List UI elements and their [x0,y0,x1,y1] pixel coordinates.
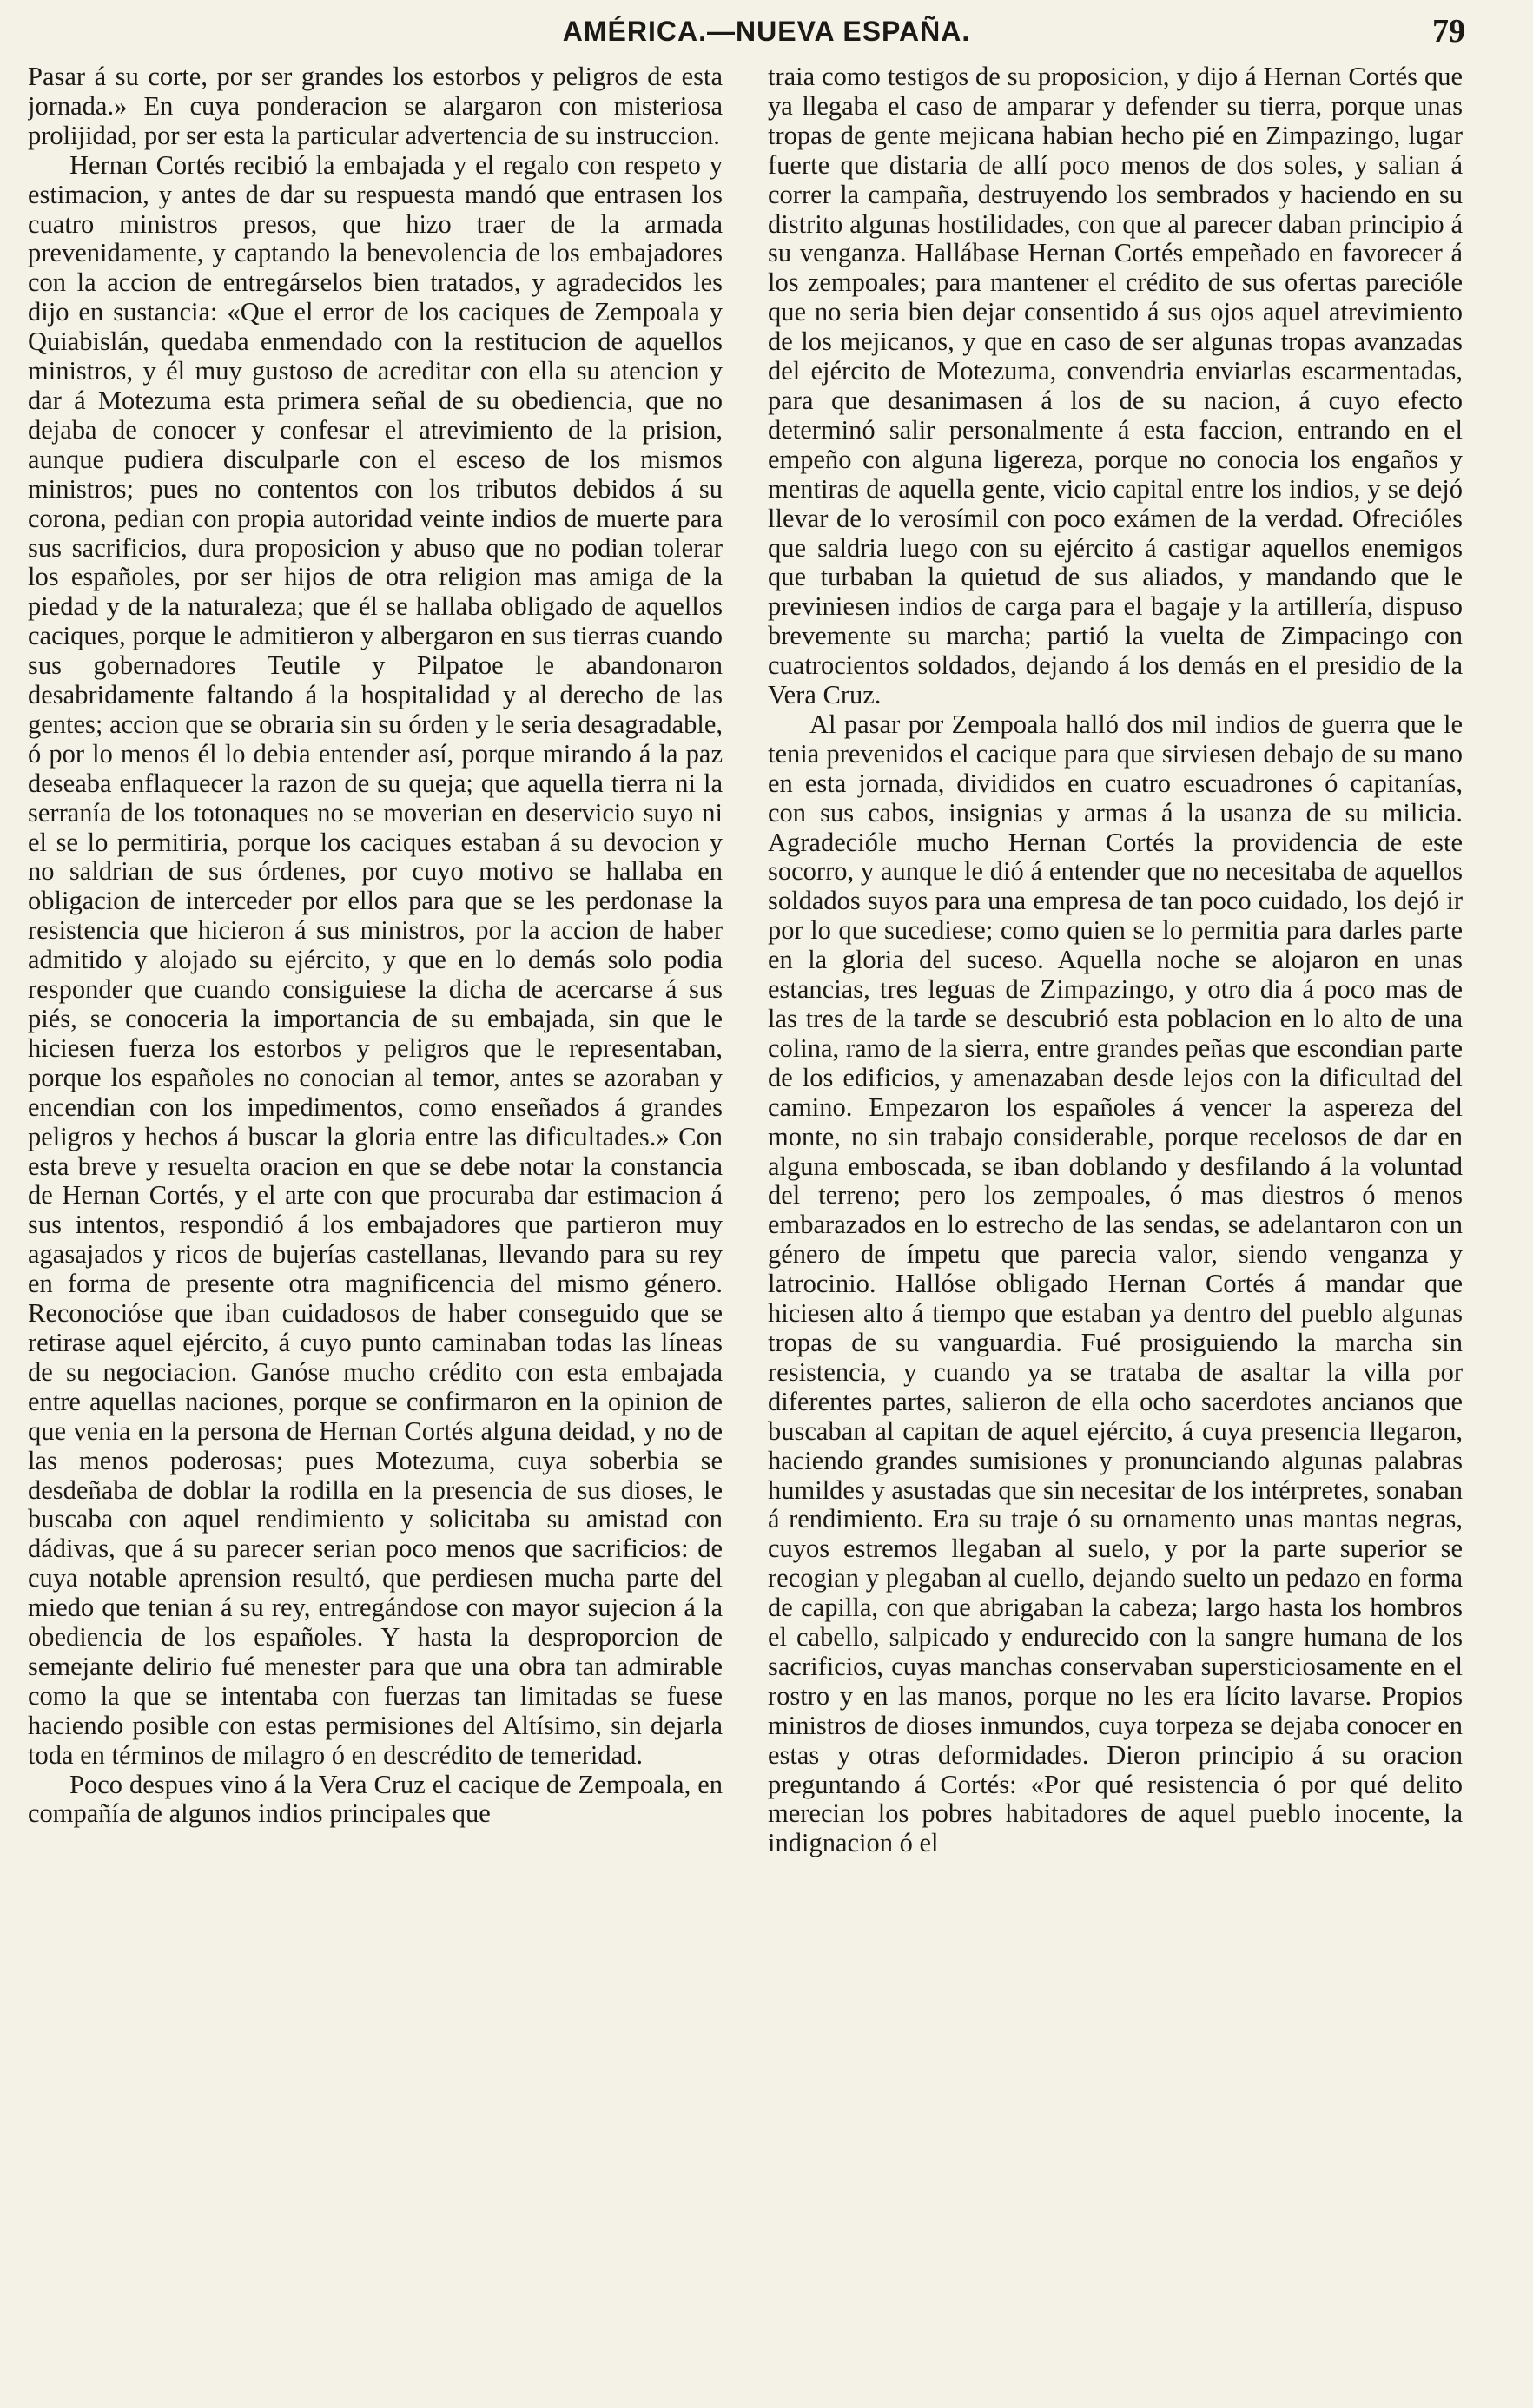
running-title: AMÉRICA.—NUEVA ESPAÑA. [562,16,971,47]
right-column [768,63,1463,2398]
paragraph: Pasar á su corte, por ser grandes los estorbos y peligros de esta jornada.» En cuya ponderacion se alargaron con misteriosa prolijidad, por ser esta la particular advertencia de su instruccion. [28,63,723,150]
text-columns [28,63,1500,2398]
paragraph: Hernan Cortés recibió la embajada y el regalo con respeto y estimacion, y antes de dar su respuesta mandó que entrasen los cuatro ministros presos, que hizo traer de la armada prevenidamente, y captando la benevolencia de los embajadores con la accion de entregárselos bien tratados, y agradecidos les dijo en sustancia: «Que el error de los caciques de Zempoala y Quiabislán, quedaba enmendado con la restitucion de aquellos ministros, y él muy gustoso de acreditar con ella su atencion y dar á Motezuma esta primera señal de su obediencia, que no dejaba de conocer y confesar el atrevimiento de la prision, aunque pudiera disculparle con el esceso de los mismos ministros; pues no contentos con los tributos debidos á su corona, pedian con propia autoridad veinte indios de muerte para sus sacrificios, dura proposicion y abuso que no podian tolerar los españoles, por ser hijos de otra religion mas amiga de la piedad y de la naturaleza; que él se hallaba obligado de aquellos caciques, porque le admitieron y albergaron en sus tierras cuando sus gobernadores Teutile y Pilpatoe le abandonaron desabridamente faltando á la hospitalidad y al derecho de las gentes; accion que se obraria sin su órden y le seria desagradable, ó por lo menos él lo debia entender así, porque mirando á la paz deseaba enflaquecer la razon de su queja; que aquella tierra ni la serranía de los totonaques no se moverian en deservicio suyo ni el se lo permitiria, porque los caciques estaban á su devocion y no saldrian de sus órdenes, por cuyo motivo se hallaba en obligacion de interceder por ellos para que se les perdonase la resistencia que hicieron á sus ministros, por la accion de haber admitido y alojado su ejército, y que en lo demás solo podia responder que cuando consiguiese la dicha de acercarse á sus piés, se conoceria la importancia de su embajada, sin que le hiciesen fuerza los estorbos y peligros que le representaban, porque los españoles no conocian al temor, antes se azoraban y encendian con los impedimentos, como enseñados á grandes peligros y hechos á buscar la gloria entre las dificultades.» Con esta breve y resuelta oracion en que se debe notar la constancia de Hernan Cortés, y el arte con que procuraba dar estimacion á sus intentos, respondió á los embajadores que partieron muy agasajados y ricos de bujerías castellanas, llevando para su rey en forma de presente otra magnificencia del mismo género. Reconocióse que iban cuidadosos de haber conseguido que se retirase aquel ejército, á cuyo punto caminaban todas las líneas de su negociacion. Ganóse mucho crédito con esta embajada entre aquellas naciones, porque se confirmaron en la opinion de que venia en la persona de Hernan Cortés alguna deidad, y no de las menos poderosas; pues Motezuma, cuya soberbia se desdeñaba de doblar la rodilla en la presencia de sus dioses, le buscaba con aquel rendimiento y solicitaba su amistad con dádivas, que á su parecer serian poco menos que sacrificios: de cuya notable aprension resultó, que perdiesen mucha parte del miedo que tenian á su rey, entregándose con mayor sujecion á la obediencia de los españoles. Y hasta la desproporcion de semejante delirio fué menester para que una obra tan admirable como la que se intentaba con fuerzas tan limitadas se fuese haciendo posible con estas permisiones del Altísimo, sin dejarla toda en términos de milagro ó en descrédito de temeridad. [28,149,723,1770]
page-number: 79 [1432,13,1465,49]
paragraph: Al pasar por Zempoala halló dos mil indios de guerra que le tenia prevenidos el cacique para que sirviesen debajo de su mano en esta jornada, divididos en cuatro escuadrones ó capitanías, con sus cabos, insignias y armas á la usanza de su milicia. Agradecióle mucho Hernan Cortés la providencia de este socorro, y aunque le dió á entender que no necesitaba de aquellos soldados suyos para una empresa de tan poco cuidado, los dejó ir por lo que sucediese; como quien se lo permitia para darles parte en la gloria del suceso. Aquella noche se alojaron en unas estancias, tres leguas de Zimpazingo, y otro dia á poco mas de las tres de la tarde se descubrió esta poblacion en lo alto de una colina, ramo de la sierra, entre grandes peñas que escondian parte de los edificios, y amenazaban desde lejos con la dificultad del camino. Empezaron los españoles á vencer la aspereza del monte, no sin trabajo considerable, porque recelosos de dar en alguna emboscada, se iban doblando y desfilando á la voluntad del terreno; pero los zempoales, ó mas diestros ó menos embarazados en lo estrecho de las sendas, se adelantaron con un género de ímpetu que parecia valor, siendo venganza y latrocinio. Hallóse obligado Hernan Cortés á mandar que hiciesen alto á tiempo que estaban ya dentro del pueblo algunas tropas de su vanguardia. Fué prosiguiendo la marcha sin resistencia, y cuando ya se trataba de asaltar la villa por diferentes partes, salieron de ella ocho sacerdotes ancianos que buscaban al capitan de aquel ejército, á cuya presencia llegaron, haciendo grandes sumisiones y pronunciando algunas palabras humildes y asustadas que sin necesitar de los intérpretes, sonaban á rendimiento. Era su traje ó su ornamento unas mantas negras, cuyos estremos llegaban al suelo, y por la parte superior se recogian y plegaban al cuello, dejando suelto un pedazo en forma de capilla, con que abrigaban la cabeza; largo hasta los hombros el cabello, salpicado y endurecido con la sangre humana de los sacrificios, cuyas manchas conservaban supersticiosamente en el rostro y en las manos, porque no les era lícito lavarse. Propios ministros de dioses inmundos, cuya torpeza se dejaba conocer en estas y otras deformidades. Dieron principio á su oracion preguntando á Cortés: «Por qué resistencia ó por qué delito merecian los pobres habitadores de aquel pueblo inocente, la indignacion ó el [768,709,1463,1858]
left-column [28,63,723,2398]
paragraph: traia como testigos de su proposicion, y dijo á Hernan Cortés que ya llegaba el caso de amparar y defender su tierra, porque unas tropas de gente mejicana habian hecho pié en Zimpazingo, lugar fuerte que distaria de allí poco menos de dos soles, y salian á correr la campaña, destruyendo los sembrados y haciendo en su distrito algunas hostilidades, con que al parecer daban principio á su venganza. Hallábase Hernan Cortés empeñado en favorecer á los zempoales; para mantener el crédito de sus ofertas parecióle que no seria bien dejar consentido á sus ojos aquel atrevimiento de los mejicanos, y que en caso de ser algunas tropas avanzadas del ejército de Motezuma, convendria enviarlas escarmentadas, para que desanimasen á los de su nacion, á cuyo efecto determinó salir personalmente á esta faccion, entrando en el empeño con alguna ligereza, porque no conocia los engaños y mentiras de aquella gente, vicio capital entre los indios, y se dejó llevar de lo verosímil con poco exámen de la verdad. Ofrecióles que saldria luego con su ejército á castigar aquellos enemigos que turbaban la quietud de sus aliados, y mandando que le previniesen indios de carga para el bagaje y la artillería, dispuso brevemente su marcha; partió la vuelta de Zimpacingo con cuatrocientos soldados, dejando á los demás en el presidio de la Vera Cruz. [768,63,1463,710]
paragraph: Poco despues vino á la Vera Cruz el cacique de Zempoala, en compañía de algunos indios principales que [28,1769,723,1829]
running-head [0,12,1533,61]
